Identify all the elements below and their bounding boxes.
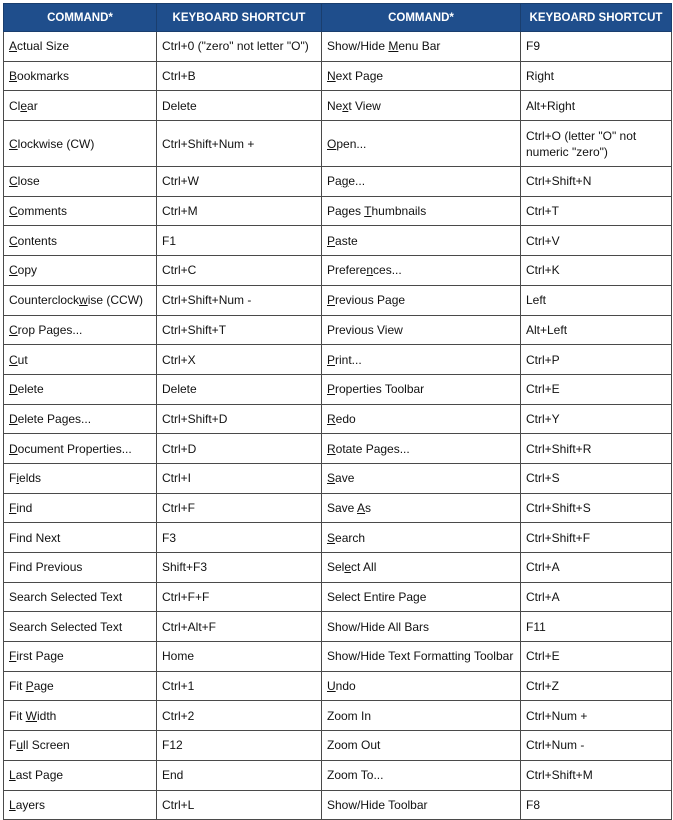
command-cell-left	[4, 315, 157, 345]
table-row	[4, 315, 672, 345]
command-cell-right-post: e...	[348, 174, 366, 189]
command-cell-left-u: C	[9, 204, 18, 219]
header-shortcut-1: KEYBOARD SHORTCUT	[157, 4, 322, 32]
shortcut-cell-right: Ctrl+Shift+R	[521, 434, 672, 464]
command-cell-left-post: lose	[17, 174, 40, 189]
command-cell-left-post: ar	[27, 98, 38, 113]
command-cell-right-post: enu Bar	[398, 39, 441, 54]
command-cell-right-u: S	[327, 530, 336, 545]
command-cell-right	[322, 434, 521, 464]
shortcut-cell-right: Ctrl+A	[521, 553, 672, 583]
command-cell-left	[4, 523, 157, 553]
command-cell-right-pre: Pages	[327, 204, 365, 219]
command-cell-left-post: ocument Properties...	[17, 441, 132, 456]
table-row	[4, 196, 672, 226]
command-cell-left	[4, 731, 157, 761]
shortcut-cell-left: F12	[157, 731, 322, 761]
shortcut-cell-left: End	[157, 760, 322, 790]
command-cell-left-u: C	[9, 174, 18, 189]
command-cell-left-u: D	[9, 382, 18, 397]
command-cell-right	[322, 345, 521, 375]
command-cell-left	[4, 121, 157, 167]
shortcut-cell-right: Ctrl+S	[521, 463, 672, 493]
command-cell-left-pre: Counterclock	[9, 293, 80, 308]
command-cell-right	[322, 91, 521, 121]
shortcut-cell-left: Ctrl+Shift+T	[157, 315, 322, 345]
command-cell-left	[4, 91, 157, 121]
command-cell-left-u: C	[9, 322, 18, 337]
command-cell-right-post: earch	[335, 530, 366, 545]
command-cell-left	[4, 463, 157, 493]
command-cell-left-u: P	[25, 679, 34, 694]
command-cell-right-u: M	[388, 39, 399, 54]
table-row	[4, 463, 672, 493]
command-cell-left-u: A	[9, 39, 18, 54]
command-cell-left-u: L	[9, 768, 16, 783]
command-cell-right-u: O	[327, 136, 337, 151]
shortcut-cell-right: Ctrl+O (letter "O" not numeric "zero")	[521, 121, 672, 167]
command-cell-left-pre: Search Selected Text	[9, 619, 123, 634]
shortcut-cell-left: Ctrl+0 ("zero" not letter "O")	[157, 32, 322, 62]
command-cell-right-pre: Show/Hide All Bars	[327, 619, 430, 634]
command-cell-right	[322, 523, 521, 553]
command-cell-left-u: C	[9, 233, 18, 248]
shortcut-cell-right: Alt+Right	[521, 91, 672, 121]
shortcut-cell-right: F9	[521, 32, 672, 62]
command-cell-right-pre: Pa	[327, 174, 342, 189]
table-row	[4, 790, 672, 820]
command-cell-right	[322, 642, 521, 672]
shortcut-cell-right: Ctrl+P	[521, 345, 672, 375]
command-cell-right-post: humbnails	[371, 204, 427, 219]
command-cell-left-post: omments	[17, 204, 68, 219]
command-cell-left-u: L	[9, 797, 16, 812]
command-cell-right-pre: Ne	[327, 98, 343, 113]
command-cell-left-u: W	[25, 708, 37, 723]
shortcut-cell-left: Ctrl+B	[157, 61, 322, 91]
command-cell-right-u: P	[327, 233, 336, 248]
shortcut-cell-left: Ctrl+F	[157, 493, 322, 523]
command-cell-right	[322, 612, 521, 642]
command-cell-left-u: i	[16, 471, 20, 486]
command-cell-right-post: rint...	[335, 352, 362, 367]
command-cell-left-post: ll Screen	[23, 738, 70, 753]
command-cell-left	[4, 345, 157, 375]
command-cell-left-pre: Fit	[9, 679, 26, 694]
command-cell-left-pre: Fit	[9, 708, 26, 723]
shortcut-cell-right: Ctrl+Shift+F	[521, 523, 672, 553]
command-cell-left-u: e	[20, 98, 28, 113]
table-row	[4, 553, 672, 583]
shortcut-cell-right: Ctrl+T	[521, 196, 672, 226]
command-cell-right-post: otate Pages...	[335, 441, 410, 456]
table-row	[4, 434, 672, 464]
table-row	[4, 493, 672, 523]
command-cell-right-pre: Show/Hide	[327, 39, 389, 54]
shortcut-cell-left: Ctrl+W	[157, 167, 322, 197]
command-cell-left-post: elete Pages...	[17, 411, 92, 426]
table-row	[4, 671, 672, 701]
command-cell-left	[4, 790, 157, 820]
command-cell-right-post: ces...	[373, 263, 402, 278]
shortcut-cell-left: Ctrl+I	[157, 463, 322, 493]
shortcut-cell-right: Ctrl+Shift+S	[521, 493, 672, 523]
command-cell-left-u: w	[79, 293, 88, 308]
shortcut-cell-right: Ctrl+A	[521, 582, 672, 612]
shortcut-cell-right: Ctrl+Shift+N	[521, 167, 672, 197]
command-cell-left-post: ind	[16, 500, 33, 515]
command-cell-left-post: rop Pages...	[17, 322, 83, 337]
command-cell-left-u: D	[9, 411, 18, 426]
command-cell-right-post: aste	[335, 233, 358, 248]
command-cell-left-post: opy	[17, 263, 38, 278]
shortcut-cell-left: Ctrl+X	[157, 345, 322, 375]
command-cell-left-u: u	[16, 738, 24, 753]
command-cell-right	[322, 226, 521, 256]
command-cell-left-u: B	[9, 69, 18, 84]
command-cell-right-u: U	[327, 679, 336, 694]
table-row	[4, 642, 672, 672]
table-row	[4, 285, 672, 315]
command-cell-left	[4, 493, 157, 523]
shortcut-cell-right: Ctrl+Z	[521, 671, 672, 701]
command-cell-left-post: irst Page	[16, 649, 64, 664]
command-cell-right-pre: Select Entire Page	[327, 590, 427, 605]
command-cell-right-u: A	[357, 500, 366, 515]
shortcut-cell-left: Ctrl+Alt+F	[157, 612, 322, 642]
shortcut-cell-left: Ctrl+D	[157, 434, 322, 464]
command-cell-right-post: ext Page	[335, 69, 384, 84]
command-cell-right-pre: Show/Hide Toolbar	[327, 797, 428, 812]
command-cell-left-pre: Cl	[9, 98, 21, 113]
command-cell-right-u: T	[364, 204, 372, 219]
table-row	[4, 523, 672, 553]
command-cell-right-post: ct All	[351, 560, 377, 575]
command-cell-right	[322, 32, 521, 62]
shortcut-cell-left: F1	[157, 226, 322, 256]
command-cell-right	[322, 404, 521, 434]
shortcut-cell-left: Ctrl+Shift+Num -	[157, 285, 322, 315]
shortcut-cell-right: Ctrl+Shift+M	[521, 760, 672, 790]
command-cell-left-post: ookmarks	[17, 69, 70, 84]
command-cell-right-u: S	[327, 471, 336, 486]
command-cell-right-u: e	[344, 560, 352, 575]
command-cell-left-post: ayers	[15, 797, 46, 812]
command-cell-left	[4, 226, 157, 256]
command-cell-left	[4, 404, 157, 434]
command-cell-right	[322, 196, 521, 226]
command-cell-right-pre: Zoom In	[327, 708, 372, 723]
command-cell-left	[4, 582, 157, 612]
command-cell-right	[322, 701, 521, 731]
command-cell-right	[322, 553, 521, 583]
command-cell-left-u: F	[9, 500, 17, 515]
command-cell-left-u: F	[9, 649, 17, 664]
command-cell-left-post: ise (CCW)	[87, 293, 144, 308]
command-cell-right-u: g	[341, 174, 349, 189]
shortcut-cell-right: Left	[521, 285, 672, 315]
shortcut-cell-right: Ctrl+K	[521, 256, 672, 286]
command-cell-left-pre: F	[9, 471, 17, 486]
command-cell-right-pre: Previous View	[327, 322, 403, 337]
command-cell-right-post: ndo	[335, 679, 356, 694]
shortcut-cell-right: Ctrl+Y	[521, 404, 672, 434]
shortcut-cell-left: Delete	[157, 374, 322, 404]
command-cell-left	[4, 196, 157, 226]
table-row	[4, 345, 672, 375]
command-cell-left	[4, 701, 157, 731]
command-cell-left	[4, 374, 157, 404]
command-cell-left-u: C	[9, 136, 18, 151]
shortcut-cell-right: Alt+Left	[521, 315, 672, 345]
shortcut-cell-right: Ctrl+E	[521, 374, 672, 404]
command-cell-left	[4, 256, 157, 286]
command-cell-left	[4, 167, 157, 197]
command-cell-left	[4, 671, 157, 701]
command-cell-left	[4, 642, 157, 672]
command-cell-right	[322, 121, 521, 167]
command-cell-left	[4, 61, 157, 91]
command-cell-right-u: P	[327, 382, 336, 397]
table-header	[4, 4, 672, 32]
shortcut-cell-left: Ctrl+Shift+Num +	[157, 121, 322, 167]
command-cell-right	[322, 374, 521, 404]
command-cell-left	[4, 434, 157, 464]
shortcut-cell-right: Ctrl+Num -	[521, 731, 672, 761]
shortcut-cell-left: Ctrl+L	[157, 790, 322, 820]
table-row	[4, 256, 672, 286]
shortcut-cell-left: Delete	[157, 91, 322, 121]
command-cell-right-post: roperties Toolbar	[335, 382, 425, 397]
command-cell-left-post: idth	[37, 708, 57, 723]
shortcuts-table	[3, 3, 672, 820]
command-cell-left-post: ut	[17, 352, 28, 367]
shortcut-cell-right: Right	[521, 61, 672, 91]
table-row	[4, 61, 672, 91]
command-cell-right-post: pen...	[336, 136, 367, 151]
shortcut-cell-right: F8	[521, 790, 672, 820]
table-row	[4, 612, 672, 642]
command-cell-left-post: age	[33, 679, 54, 694]
command-cell-right	[322, 463, 521, 493]
command-cell-right-u: n	[366, 263, 374, 278]
table-row	[4, 760, 672, 790]
command-cell-left-pre: F	[9, 738, 17, 753]
command-cell-left-pre: Find Next	[9, 530, 61, 545]
header-command-2: COMMAND*	[322, 4, 521, 32]
command-cell-right	[322, 315, 521, 345]
command-cell-right	[322, 61, 521, 91]
table-row	[4, 91, 672, 121]
shortcut-cell-left: Shift+F3	[157, 553, 322, 583]
table-row	[4, 701, 672, 731]
command-cell-left	[4, 285, 157, 315]
shortcut-cell-left: Ctrl+2	[157, 701, 322, 731]
shortcut-cell-left: Ctrl+F+F	[157, 582, 322, 612]
command-cell-left	[4, 760, 157, 790]
table-row	[4, 226, 672, 256]
command-cell-left	[4, 32, 157, 62]
header-shortcut-2: KEYBOARD SHORTCUT	[521, 4, 672, 32]
table-row	[4, 32, 672, 62]
command-cell-right-post: ave	[335, 471, 355, 486]
command-cell-left-pre: Find Previous	[9, 560, 83, 575]
command-cell-right	[322, 582, 521, 612]
command-cell-right-pre: Zoom To...	[327, 768, 384, 783]
command-cell-right-u: x	[342, 98, 349, 113]
shortcut-cell-left: Ctrl+C	[157, 256, 322, 286]
shortcut-cell-right: Ctrl+Num +	[521, 701, 672, 731]
table-row	[4, 121, 672, 167]
shortcut-cell-right: Ctrl+E	[521, 642, 672, 672]
command-cell-right	[322, 790, 521, 820]
shortcut-cell-left: F3	[157, 523, 322, 553]
shortcut-cell-right: Ctrl+V	[521, 226, 672, 256]
command-cell-left-post: ontents	[17, 233, 58, 248]
shortcut-cell-left: Ctrl+1	[157, 671, 322, 701]
command-cell-right	[322, 731, 521, 761]
command-cell-left	[4, 612, 157, 642]
command-cell-right-u: P	[327, 352, 336, 367]
command-cell-right-pre: Sel	[327, 560, 345, 575]
command-cell-right-u: P	[327, 293, 336, 308]
header-row	[4, 4, 672, 32]
command-cell-right	[322, 493, 521, 523]
command-cell-right-pre: Save	[327, 500, 358, 515]
command-cell-right-post: edo	[335, 411, 356, 426]
table-row	[4, 404, 672, 434]
command-cell-left	[4, 553, 157, 583]
table-body	[4, 32, 672, 820]
command-cell-left-post: elds	[19, 471, 42, 486]
table-row	[4, 731, 672, 761]
shortcut-cell-right: F11	[521, 612, 672, 642]
table-row	[4, 582, 672, 612]
shortcut-cell-left: Ctrl+M	[157, 196, 322, 226]
command-cell-right-pre: Show/Hide Text Formatting Toolbar	[327, 649, 514, 664]
command-cell-left-u: C	[9, 352, 18, 367]
command-cell-left-post: elete	[17, 382, 44, 397]
table-row	[4, 167, 672, 197]
table-row	[4, 374, 672, 404]
command-cell-right-u: N	[327, 69, 336, 84]
command-cell-left-post: ast Page	[15, 768, 64, 783]
shortcut-cell-left: Home	[157, 642, 322, 672]
command-cell-right	[322, 285, 521, 315]
command-cell-left-post: lockwise (CW)	[17, 136, 95, 151]
header-command-1: COMMAND*	[4, 4, 157, 32]
shortcut-cell-left: Ctrl+Shift+D	[157, 404, 322, 434]
command-cell-right-u: R	[327, 411, 336, 426]
command-cell-left-u: C	[9, 263, 18, 278]
command-cell-right-u: R	[327, 441, 336, 456]
command-cell-right	[322, 760, 521, 790]
command-cell-right-pre: Prefere	[327, 263, 367, 278]
command-cell-right-post: t View	[348, 98, 381, 113]
command-cell-left-pre: Search Selected Text	[9, 590, 123, 605]
command-cell-right-post: revious Page	[335, 293, 406, 308]
command-cell-left-u: D	[9, 441, 18, 456]
command-cell-right	[322, 256, 521, 286]
command-cell-left-post: ctual Size	[17, 39, 70, 54]
command-cell-right-post: s	[365, 500, 372, 515]
command-cell-right-pre: Zoom Out	[327, 738, 381, 753]
command-cell-right	[322, 671, 521, 701]
command-cell-right	[322, 167, 521, 197]
